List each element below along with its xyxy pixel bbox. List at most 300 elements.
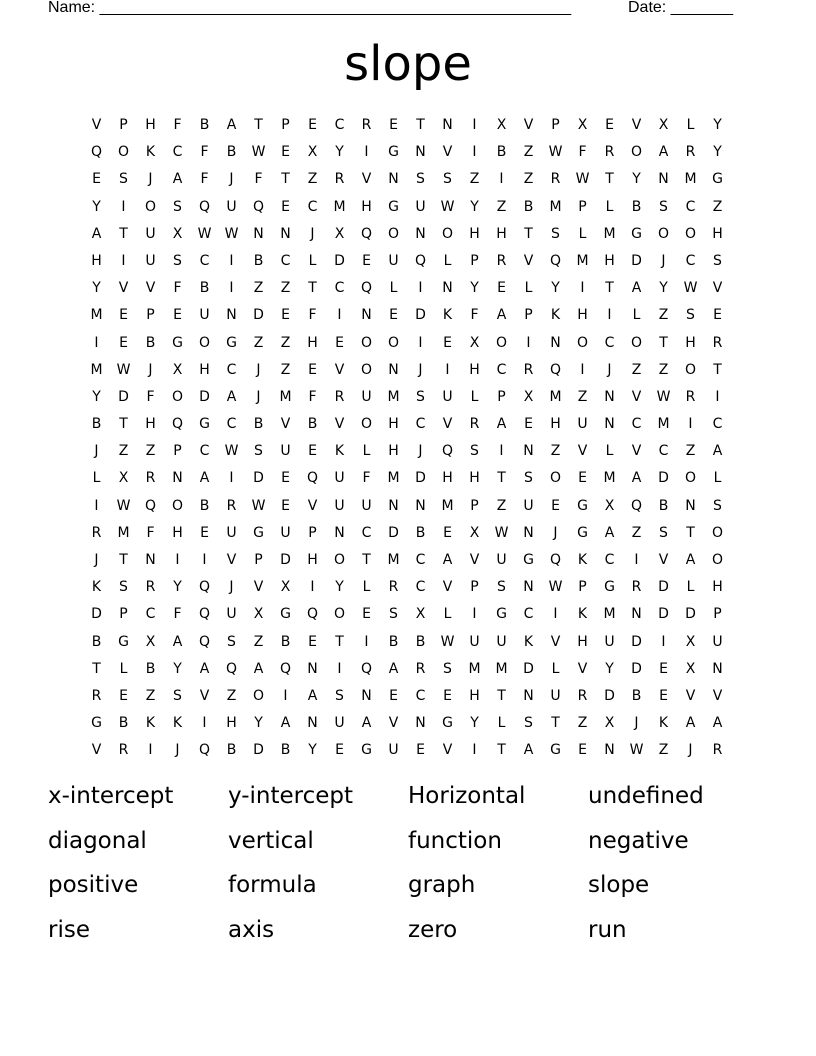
grid-letter: E bbox=[281, 144, 290, 161]
grid-letter: Q bbox=[171, 416, 184, 433]
grid-letter: V bbox=[577, 660, 588, 677]
grid-letter: F bbox=[173, 606, 182, 623]
grid-letter: O bbox=[198, 334, 211, 351]
grid-letter: S bbox=[713, 252, 722, 269]
grid-letter: N bbox=[523, 524, 534, 541]
grid-letter: B bbox=[253, 416, 264, 433]
grid-letter: N bbox=[253, 225, 264, 242]
word-list bbox=[48, 780, 768, 958]
grid-letter: E bbox=[578, 470, 587, 487]
grid-letter: M bbox=[603, 606, 616, 623]
grid-letter: A bbox=[199, 660, 210, 677]
grid-letter: A bbox=[361, 715, 372, 732]
grid-letter: M bbox=[576, 252, 589, 269]
grid-letter: F bbox=[308, 307, 317, 324]
word-list-item: slope bbox=[588, 872, 650, 898]
grid-letter: Q bbox=[630, 497, 643, 514]
grid-letter: X bbox=[334, 225, 345, 242]
grid-letter: N bbox=[145, 552, 156, 568]
grid-letter: I bbox=[661, 633, 666, 650]
grid-letter: T bbox=[92, 660, 101, 677]
grid-letter: O bbox=[360, 334, 373, 351]
grid-letter: U bbox=[577, 416, 588, 433]
grid-letter: S bbox=[119, 579, 128, 596]
grid-letter: S bbox=[416, 171, 425, 188]
grid-letter: I bbox=[445, 361, 450, 378]
grid-letter: D bbox=[334, 252, 345, 269]
grid-letter: A bbox=[685, 552, 696, 568]
grid-letter: B bbox=[199, 117, 210, 133]
grid-letter: I bbox=[229, 280, 234, 297]
grid-letter: T bbox=[551, 715, 560, 732]
grid-letter: E bbox=[497, 280, 506, 297]
grid-letter: M bbox=[441, 497, 454, 514]
grid-letter: U bbox=[145, 225, 156, 242]
grid-letter: T bbox=[119, 225, 128, 242]
grid-letter: Q bbox=[198, 742, 211, 759]
grid-letter: C bbox=[226, 361, 237, 378]
grid-letter: Z bbox=[631, 524, 642, 541]
date-field-label: Date: _______ bbox=[628, 0, 733, 16]
grid-letter: Z bbox=[577, 715, 588, 732]
grid-letter: Y bbox=[551, 280, 560, 297]
grid-letter: O bbox=[657, 225, 670, 242]
grid-letter: I bbox=[499, 171, 504, 188]
grid-letter: U bbox=[145, 252, 156, 269]
grid-letter: V bbox=[253, 579, 264, 596]
grid-letter: X bbox=[145, 633, 156, 650]
grid-letter: E bbox=[308, 117, 317, 133]
grid-letter: E bbox=[308, 633, 317, 650]
grid-letter: Y bbox=[335, 579, 344, 596]
grid-letter: F bbox=[362, 470, 371, 487]
grid-letter: K bbox=[145, 715, 156, 732]
grid-letter: V bbox=[442, 579, 453, 596]
grid-letter: N bbox=[415, 497, 426, 514]
header-line bbox=[48, 0, 748, 20]
grid-letter: C bbox=[361, 524, 372, 541]
grid-letter: S bbox=[443, 171, 452, 188]
grid-letter: I bbox=[526, 334, 531, 351]
grid-letter: G bbox=[226, 334, 237, 351]
grid-letter: U bbox=[442, 388, 453, 405]
grid-letter: Q bbox=[549, 361, 562, 378]
grid-letter: I bbox=[94, 497, 99, 514]
grid-letter: Z bbox=[685, 443, 696, 460]
grid-letter: R bbox=[118, 742, 129, 759]
grid-letter: J bbox=[256, 388, 261, 405]
grid-letter: Z bbox=[118, 443, 129, 460]
grid-letter: R bbox=[604, 144, 615, 161]
grid-letter: M bbox=[387, 470, 400, 487]
grid-letter: N bbox=[658, 171, 669, 188]
grid-letter: M bbox=[90, 361, 103, 378]
grid-letter: H bbox=[388, 443, 399, 460]
grid-letter: I bbox=[553, 606, 558, 623]
letter-grid bbox=[83, 115, 731, 768]
grid-letter: G bbox=[280, 606, 291, 623]
grid-letter: L bbox=[605, 443, 614, 460]
grid-letter: V bbox=[523, 117, 534, 133]
grid-letter: Q bbox=[225, 660, 238, 677]
grid-letter: A bbox=[631, 280, 642, 297]
grid-letter: N bbox=[523, 687, 534, 704]
grid-letter: O bbox=[360, 361, 373, 378]
grid-letter: H bbox=[388, 416, 399, 433]
grid-letter: D bbox=[631, 660, 642, 677]
grid-letter: S bbox=[524, 715, 533, 732]
grid-letter: B bbox=[145, 334, 156, 351]
grid-letter: K bbox=[577, 552, 588, 568]
grid-letter: V bbox=[91, 117, 102, 133]
grid-letter: I bbox=[634, 552, 639, 568]
word-list-item: vertical bbox=[228, 827, 314, 854]
grid-letter: P bbox=[119, 117, 128, 133]
grid-letter: T bbox=[254, 117, 263, 133]
grid-letter: S bbox=[551, 225, 560, 242]
grid-letter: H bbox=[469, 225, 480, 242]
grid-letter: L bbox=[497, 715, 506, 732]
grid-letter: T bbox=[713, 361, 722, 378]
grid-letter: B bbox=[199, 280, 210, 297]
grid-letter: S bbox=[416, 388, 425, 405]
grid-letter: J bbox=[94, 443, 99, 460]
grid-letter: R bbox=[334, 171, 345, 188]
grid-letter: I bbox=[175, 552, 180, 568]
grid-letter: O bbox=[171, 497, 184, 514]
word-list-item: negative bbox=[588, 827, 689, 854]
grid-letter: E bbox=[416, 742, 425, 759]
grid-letter: N bbox=[361, 307, 372, 324]
grid-letter: I bbox=[607, 307, 612, 324]
grid-letter: Z bbox=[253, 334, 264, 351]
grid-letter: T bbox=[362, 552, 371, 568]
grid-letter: E bbox=[119, 334, 128, 351]
grid-letter: Y bbox=[92, 198, 101, 215]
grid-letter: N bbox=[523, 443, 534, 460]
grid-letter: Z bbox=[550, 443, 561, 460]
grid-letter: Q bbox=[360, 660, 373, 677]
grid-letter: I bbox=[499, 443, 504, 460]
grid-letter: I bbox=[94, 334, 99, 351]
grid-letter: B bbox=[388, 633, 399, 650]
grid-letter: J bbox=[418, 361, 423, 378]
grid-letter: I bbox=[283, 687, 288, 704]
grid-letter: Z bbox=[253, 633, 264, 650]
grid-letter: J bbox=[310, 225, 315, 242]
grid-letter: Z bbox=[280, 361, 291, 378]
grid-letter: T bbox=[524, 225, 533, 242]
grid-letter: R bbox=[91, 687, 102, 704]
word-list-item: graph bbox=[408, 872, 476, 898]
grid-letter: U bbox=[280, 443, 291, 460]
grid-letter: M bbox=[684, 171, 697, 188]
grid-letter: L bbox=[686, 579, 695, 596]
grid-letter: W bbox=[440, 633, 455, 650]
grid-letter: N bbox=[415, 144, 426, 161]
grid-letter: Q bbox=[549, 252, 562, 269]
grid-letter: Y bbox=[659, 280, 668, 297]
grid-letter: E bbox=[605, 117, 614, 133]
grid-letter: H bbox=[361, 198, 372, 215]
grid-letter: B bbox=[307, 416, 318, 433]
grid-letter: J bbox=[634, 715, 639, 732]
grid-letter: Z bbox=[577, 388, 588, 405]
grid-letter: O bbox=[117, 144, 130, 161]
grid-letter: V bbox=[334, 361, 345, 378]
puzzle-title: slope bbox=[344, 36, 472, 92]
grid-letter: D bbox=[685, 606, 696, 623]
grid-letter: Z bbox=[469, 171, 480, 188]
grid-letter: L bbox=[686, 117, 695, 133]
grid-letter: U bbox=[388, 742, 399, 759]
grid-letter: N bbox=[631, 606, 642, 623]
grid-letter: S bbox=[227, 633, 236, 650]
grid-letter: I bbox=[202, 715, 207, 732]
grid-letter: Z bbox=[145, 687, 156, 704]
grid-letter: I bbox=[229, 252, 234, 269]
grid-letter: X bbox=[685, 633, 696, 650]
grid-letter: P bbox=[470, 252, 479, 269]
grid-letter: W bbox=[224, 443, 239, 460]
grid-letter: N bbox=[523, 579, 534, 596]
grid-letter: I bbox=[472, 144, 477, 161]
grid-letter: O bbox=[630, 334, 643, 351]
grid-letter: V bbox=[226, 552, 237, 568]
grid-letter: K bbox=[442, 307, 453, 324]
grid-letter: A bbox=[631, 470, 642, 487]
grid-letter: U bbox=[334, 470, 345, 487]
grid-letter: I bbox=[418, 280, 423, 297]
grid-letter: H bbox=[712, 225, 723, 242]
grid-letter: A bbox=[442, 552, 453, 568]
grid-letter: P bbox=[524, 307, 533, 324]
grid-letter: U bbox=[712, 633, 723, 650]
grid-letter: S bbox=[173, 198, 182, 215]
grid-letter: V bbox=[361, 171, 372, 188]
grid-letter: N bbox=[685, 497, 696, 514]
word-list-item: formula bbox=[228, 872, 317, 898]
grid-letter: J bbox=[256, 361, 261, 378]
grid-letter: J bbox=[553, 524, 558, 541]
grid-letter: V bbox=[442, 144, 453, 161]
grid-letter: T bbox=[686, 524, 695, 541]
grid-letter: J bbox=[94, 552, 99, 568]
grid-letter: N bbox=[334, 524, 345, 541]
grid-letter: Q bbox=[198, 198, 211, 215]
grid-letter: S bbox=[470, 443, 479, 460]
grid-letter: P bbox=[551, 117, 560, 133]
grid-letter: O bbox=[144, 198, 157, 215]
grid-letter: I bbox=[472, 742, 477, 759]
grid-letter: Y bbox=[254, 715, 263, 732]
grid-letter: E bbox=[362, 606, 371, 623]
grid-letter: S bbox=[686, 307, 695, 324]
grid-letter: Y bbox=[470, 715, 479, 732]
grid-letter: V bbox=[145, 280, 156, 297]
grid-letter: I bbox=[472, 606, 477, 623]
grid-letter: L bbox=[551, 660, 560, 677]
grid-letter: P bbox=[173, 443, 182, 460]
grid-letter: M bbox=[117, 524, 130, 541]
grid-letter: M bbox=[90, 307, 103, 324]
grid-letter: K bbox=[172, 715, 183, 732]
grid-letter: W bbox=[116, 497, 131, 514]
grid-letter: V bbox=[631, 443, 642, 460]
grid-letter: C bbox=[415, 579, 426, 596]
grid-letter: O bbox=[333, 552, 346, 568]
grid-letter: L bbox=[308, 252, 317, 269]
grid-letter: I bbox=[337, 307, 342, 324]
grid-letter: L bbox=[470, 388, 479, 405]
grid-letter: F bbox=[173, 117, 182, 133]
grid-letter: B bbox=[91, 416, 102, 433]
grid-letter: V bbox=[280, 416, 291, 433]
grid-letter: B bbox=[496, 144, 507, 161]
grid-letter: H bbox=[550, 416, 561, 433]
grid-letter: V bbox=[91, 742, 102, 759]
name-field-label: Name: _____________________________________________________ bbox=[48, 0, 572, 16]
grid-letter: G bbox=[577, 524, 588, 541]
grid-letter: B bbox=[118, 715, 129, 732]
grid-letter: H bbox=[145, 416, 156, 433]
grid-letter: V bbox=[442, 742, 453, 759]
grid-letter: D bbox=[658, 470, 669, 487]
grid-letter: Q bbox=[549, 552, 562, 568]
grid-letter: S bbox=[713, 497, 722, 514]
grid-letter: B bbox=[523, 198, 534, 215]
grid-letter: Q bbox=[144, 497, 157, 514]
grid-letter: U bbox=[226, 524, 237, 541]
grid-letter: C bbox=[334, 117, 345, 133]
grid-letter: C bbox=[523, 606, 534, 623]
grid-letter: A bbox=[226, 117, 237, 133]
grid-letter: Z bbox=[496, 198, 507, 215]
grid-letter: G bbox=[523, 552, 534, 568]
grid-letter: C bbox=[307, 198, 318, 215]
grid-letter: X bbox=[118, 470, 129, 487]
grid-letter: N bbox=[712, 660, 723, 677]
grid-letter: W bbox=[548, 144, 563, 161]
grid-letter: C bbox=[145, 606, 156, 623]
grid-letter: E bbox=[578, 742, 587, 759]
grid-letter: Z bbox=[226, 687, 237, 704]
grid-letter: F bbox=[470, 307, 479, 324]
grid-letter: J bbox=[688, 742, 693, 759]
grid-letter: O bbox=[333, 606, 346, 623]
grid-letter: X bbox=[415, 606, 426, 623]
grid-letter: C bbox=[334, 280, 345, 297]
grid-letter: J bbox=[607, 361, 612, 378]
grid-letter: V bbox=[199, 687, 210, 704]
grid-letter: Z bbox=[523, 171, 534, 188]
grid-letter: A bbox=[172, 633, 183, 650]
grid-letter: C bbox=[712, 416, 723, 433]
grid-letter: N bbox=[388, 497, 399, 514]
grid-letter: R bbox=[550, 171, 561, 188]
grid-letter: N bbox=[307, 715, 318, 732]
grid-letter: X bbox=[307, 144, 318, 161]
grid-letter: X bbox=[604, 497, 615, 514]
grid-letter: A bbox=[658, 144, 669, 161]
grid-letter: O bbox=[360, 416, 373, 433]
grid-letter: F bbox=[254, 171, 263, 188]
grid-letter: V bbox=[550, 633, 561, 650]
grid-letter: J bbox=[418, 443, 423, 460]
grid-letter: B bbox=[631, 687, 642, 704]
grid-letter: W bbox=[224, 225, 239, 242]
grid-letter: R bbox=[631, 579, 642, 596]
grid-letter: U bbox=[550, 687, 561, 704]
grid-letter: D bbox=[631, 252, 642, 269]
grid-letter: P bbox=[713, 606, 722, 623]
grid-letter: G bbox=[199, 416, 210, 433]
grid-letter: I bbox=[337, 660, 342, 677]
grid-letter: U bbox=[415, 198, 426, 215]
grid-letter: A bbox=[253, 660, 264, 677]
grid-letter: B bbox=[415, 524, 426, 541]
grid-letter: G bbox=[712, 171, 723, 188]
grid-letter: A bbox=[307, 687, 318, 704]
grid-letter: Y bbox=[335, 144, 344, 161]
grid-letter: X bbox=[172, 361, 183, 378]
grid-letter: X bbox=[280, 579, 291, 596]
grid-letter: L bbox=[713, 470, 722, 487]
grid-letter: C bbox=[658, 443, 669, 460]
grid-letter: H bbox=[442, 470, 453, 487]
grid-letter: A bbox=[388, 660, 399, 677]
grid-letter: D bbox=[658, 579, 669, 596]
grid-letter: D bbox=[91, 606, 102, 623]
grid-letter: E bbox=[281, 307, 290, 324]
grid-letter: D bbox=[253, 307, 264, 324]
grid-letter: J bbox=[229, 171, 234, 188]
grid-letter: Q bbox=[414, 252, 427, 269]
grid-letter: H bbox=[199, 361, 210, 378]
grid-letter: B bbox=[226, 144, 237, 161]
grid-letter: X bbox=[523, 388, 534, 405]
grid-letter: O bbox=[387, 334, 400, 351]
grid-letter: X bbox=[604, 715, 615, 732]
grid-letter: Z bbox=[658, 742, 669, 759]
grid-letter: U bbox=[280, 524, 291, 541]
grid-letter: I bbox=[418, 334, 423, 351]
grid-letter: Q bbox=[360, 225, 373, 242]
grid-letter: N bbox=[442, 117, 453, 133]
grid-letter: E bbox=[335, 334, 344, 351]
grid-letter: V bbox=[631, 388, 642, 405]
grid-letter: A bbox=[91, 225, 102, 242]
grid-letter: N bbox=[172, 470, 183, 487]
grid-letter: E bbox=[173, 307, 182, 324]
grid-letter: V bbox=[334, 416, 345, 433]
grid-letter: V bbox=[712, 280, 723, 297]
grid-letter: Z bbox=[145, 443, 156, 460]
grid-letter: X bbox=[469, 524, 480, 541]
grid-letter: M bbox=[549, 388, 562, 405]
grid-letter: N bbox=[604, 416, 615, 433]
grid-letter: X bbox=[496, 117, 507, 133]
grid-letter: W bbox=[629, 742, 644, 759]
grid-letter: A bbox=[199, 470, 210, 487]
grid-letter: F bbox=[200, 171, 209, 188]
grid-letter: I bbox=[472, 117, 477, 133]
grid-letter: A bbox=[604, 524, 615, 541]
grid-letter: B bbox=[91, 633, 102, 650]
grid-letter: P bbox=[578, 198, 587, 215]
grid-letter: T bbox=[308, 280, 317, 297]
grid-letter: Q bbox=[198, 579, 211, 596]
